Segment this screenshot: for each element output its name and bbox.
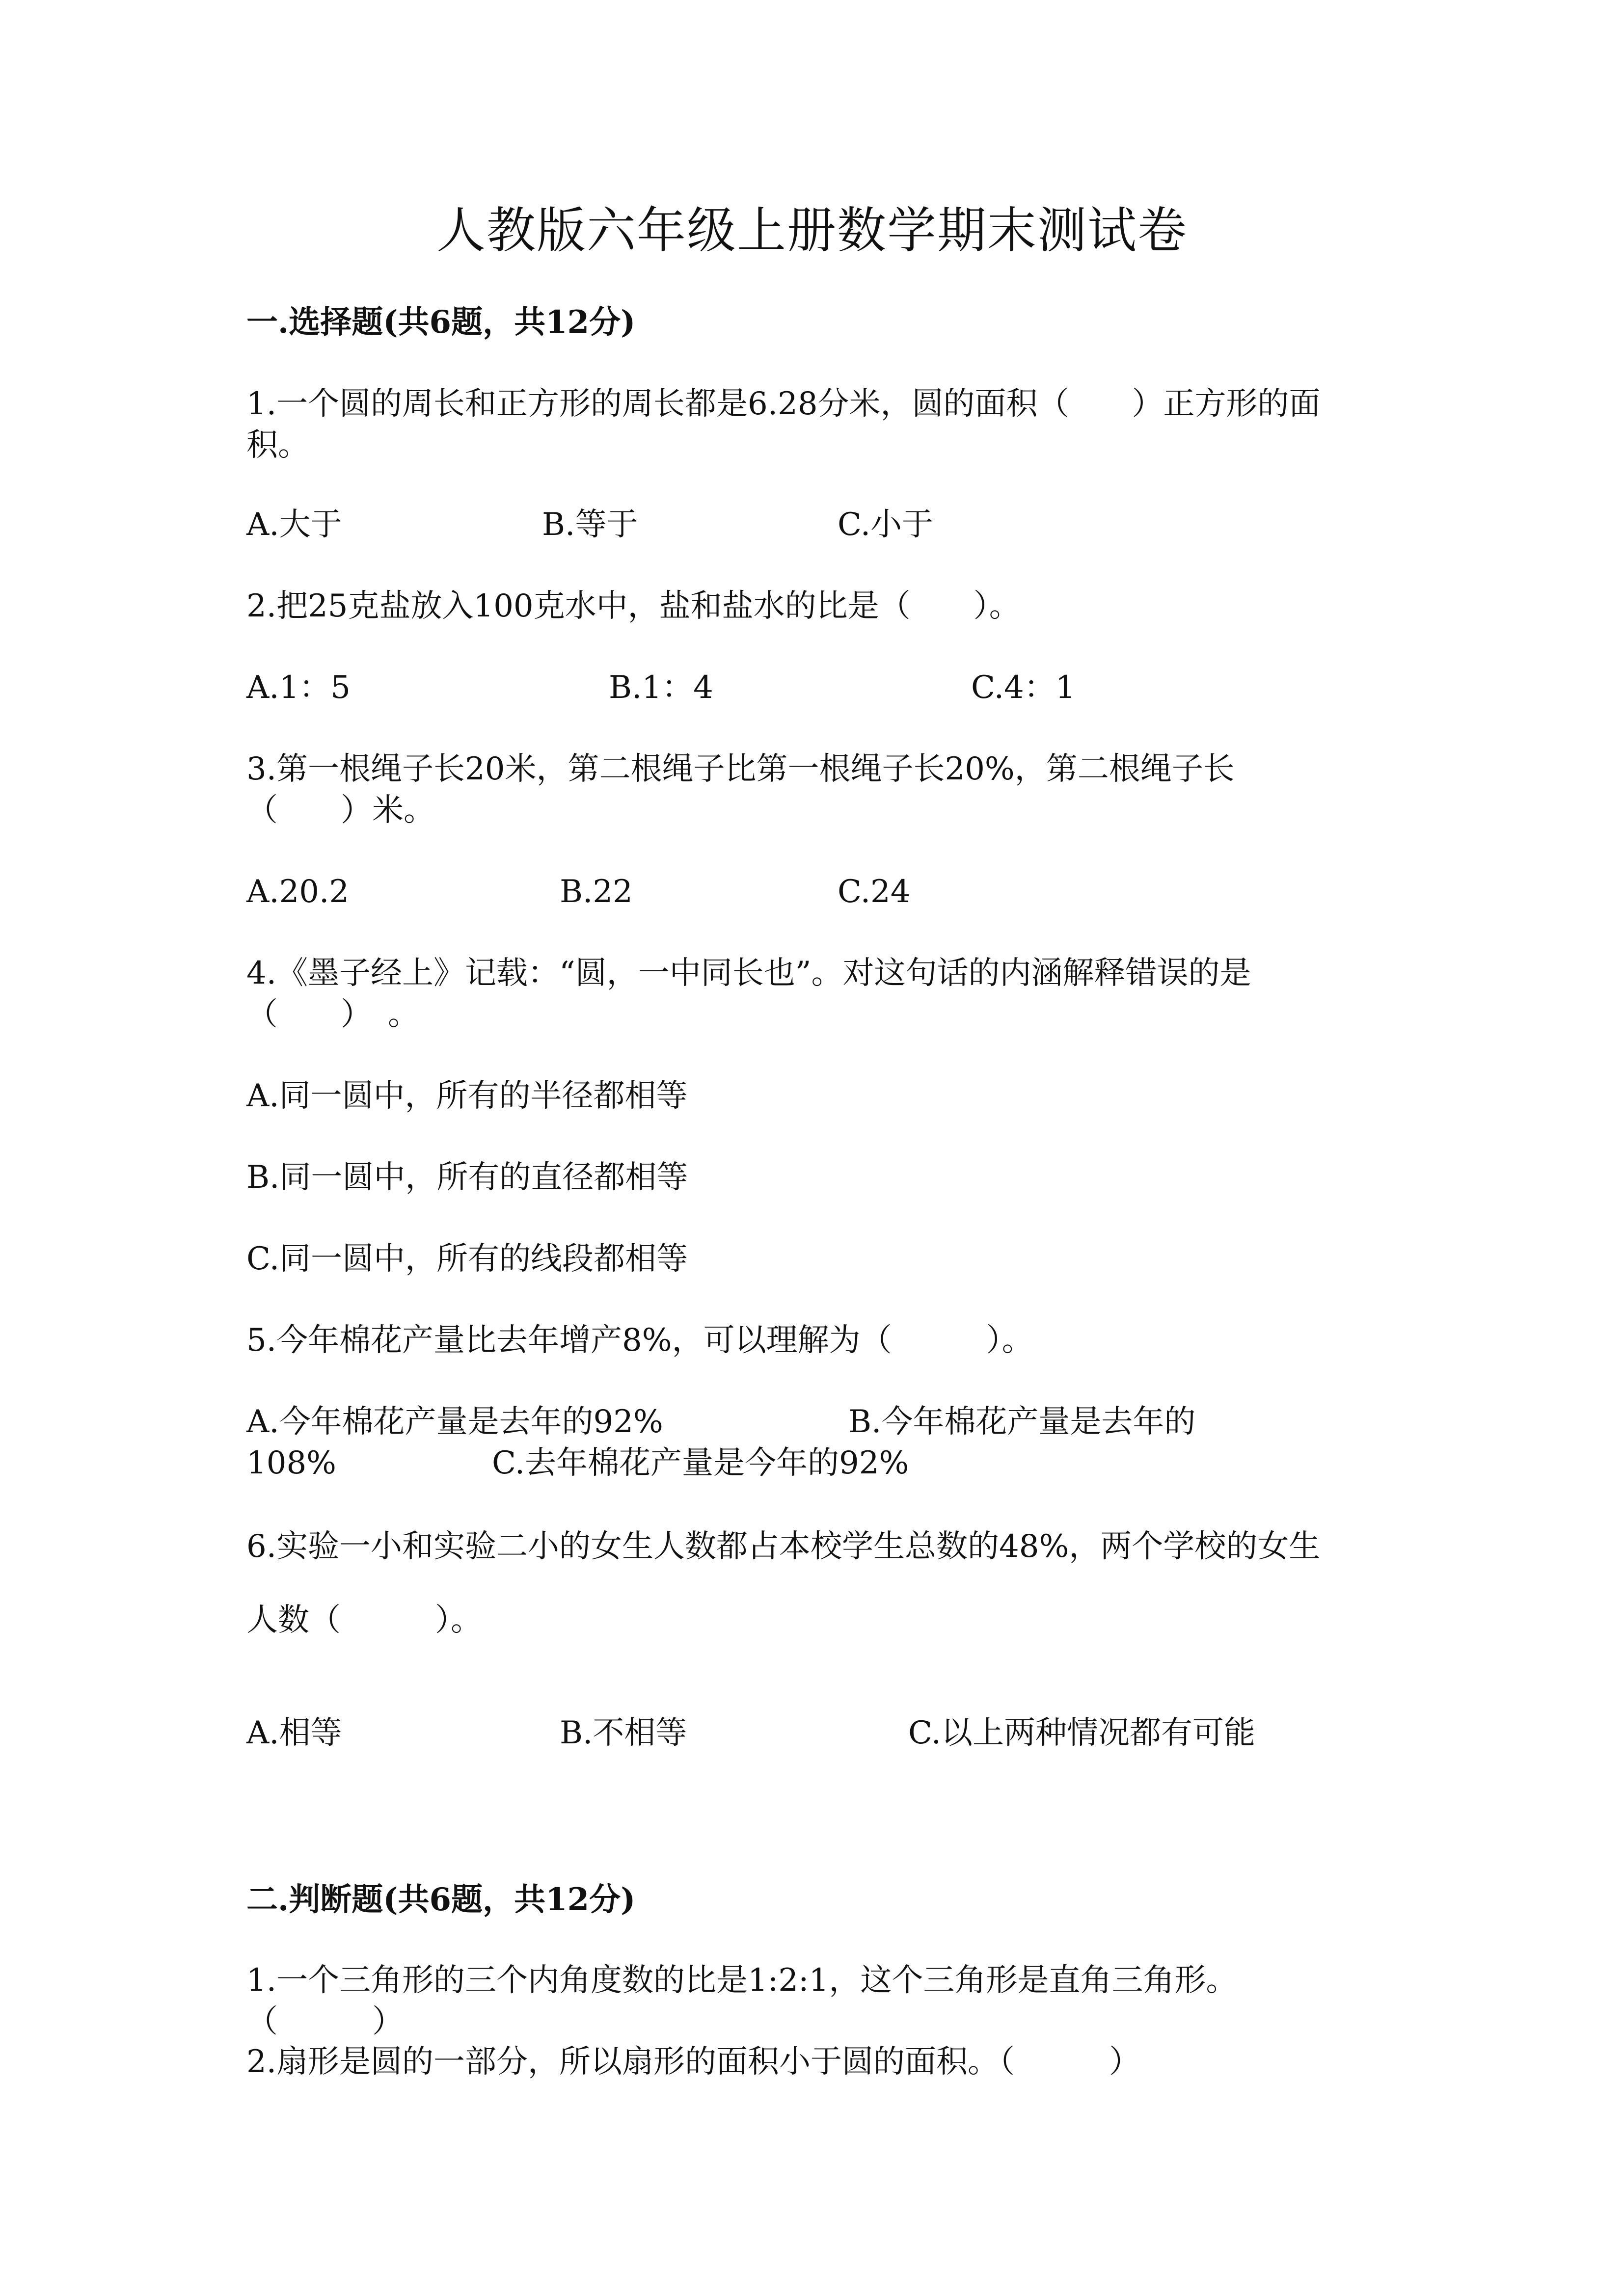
question-3-option-b: B.22 bbox=[560, 874, 633, 910]
question-1-option-c: C.小于 bbox=[838, 507, 934, 543]
section-heading-judgment: 二.判断题(共6题，共12分) bbox=[246, 1881, 636, 1918]
question-3-line-2: （ ）米。 bbox=[246, 792, 435, 828]
question-4-option-c: C.同一圆中，所有的线段都相等 bbox=[246, 1241, 688, 1277]
judgment-2-line-1: 2.扇形是圆的一部分，所以扇形的面积小于圆的面积。（ ） bbox=[246, 2044, 1141, 2080]
question-1-line-2: 积。 bbox=[246, 427, 309, 463]
question-2-option-b: B.1：4 bbox=[609, 669, 713, 706]
question-4-line-1: 4.《墨子经上》记载：“圆，一中同长也”。对这句话的内涵解释错误的是 bbox=[246, 955, 1251, 991]
question-3-option-a: A.20.2 bbox=[246, 874, 350, 910]
question-2-option-c: C.4：1 bbox=[971, 669, 1076, 706]
question-5-option-c: C.去年棉花产量是今年的92% bbox=[492, 1445, 909, 1481]
question-3-option-c: C.24 bbox=[838, 874, 911, 910]
question-4-option-a: A.同一圆中，所有的半径都相等 bbox=[246, 1078, 688, 1114]
question-4-line-2: （ ） 。 bbox=[246, 996, 419, 1033]
judgment-1-line-1: 1.一个三角形的三个内角度数的比是1:2:1，这个三角形是直角三角形。 bbox=[246, 1962, 1238, 1999]
question-5-option-b-continued: 108% bbox=[246, 1445, 336, 1481]
question-3-line-1: 3.第一根绳子长20米，第二根绳子比第一根绳子长20%，第二根绳子长 bbox=[246, 751, 1235, 787]
question-6-line-1: 6.实验一小和实验二小的女生人数都占本校学生总数的48%，两个学校的女生 bbox=[246, 1528, 1321, 1565]
question-5-option-b: B.今年棉花产量是去年的 bbox=[848, 1404, 1196, 1440]
section-heading-choice: 一.选择题(共6题，共12分) bbox=[246, 304, 636, 341]
question-1-line-1: 1.一个圆的周长和正方形的周长都是6.28分米，圆的面积（ ）正方形的面 bbox=[246, 386, 1321, 422]
judgment-1-line-2: （ ） bbox=[246, 2003, 404, 2040]
question-6-option-c: C.以上两种情况都有可能 bbox=[908, 1715, 1256, 1751]
question-1-option-b: B.等于 bbox=[542, 507, 638, 543]
question-4-option-b: B.同一圆中，所有的直径都相等 bbox=[246, 1159, 688, 1196]
question-2-line-1: 2.把25克盐放入100克水中，盐和盐水的比是（ ）。 bbox=[246, 588, 1021, 624]
question-5-line-1: 5.今年棉花产量比去年增产8%，可以理解为（ ）。 bbox=[246, 1322, 1033, 1359]
question-2-option-a: A.1：5 bbox=[246, 669, 351, 706]
question-1-option-a: A.大于 bbox=[246, 507, 342, 543]
question-6-line-2: 人数（ ）。 bbox=[246, 1602, 482, 1638]
question-6-option-a: A.相等 bbox=[246, 1715, 342, 1751]
exam-title: 人教版六年级上册数学期末测试卷 bbox=[436, 202, 1188, 259]
question-6-option-b: B.不相等 bbox=[560, 1715, 687, 1751]
question-5-option-a: A.今年棉花产量是去年的92% bbox=[246, 1404, 663, 1440]
